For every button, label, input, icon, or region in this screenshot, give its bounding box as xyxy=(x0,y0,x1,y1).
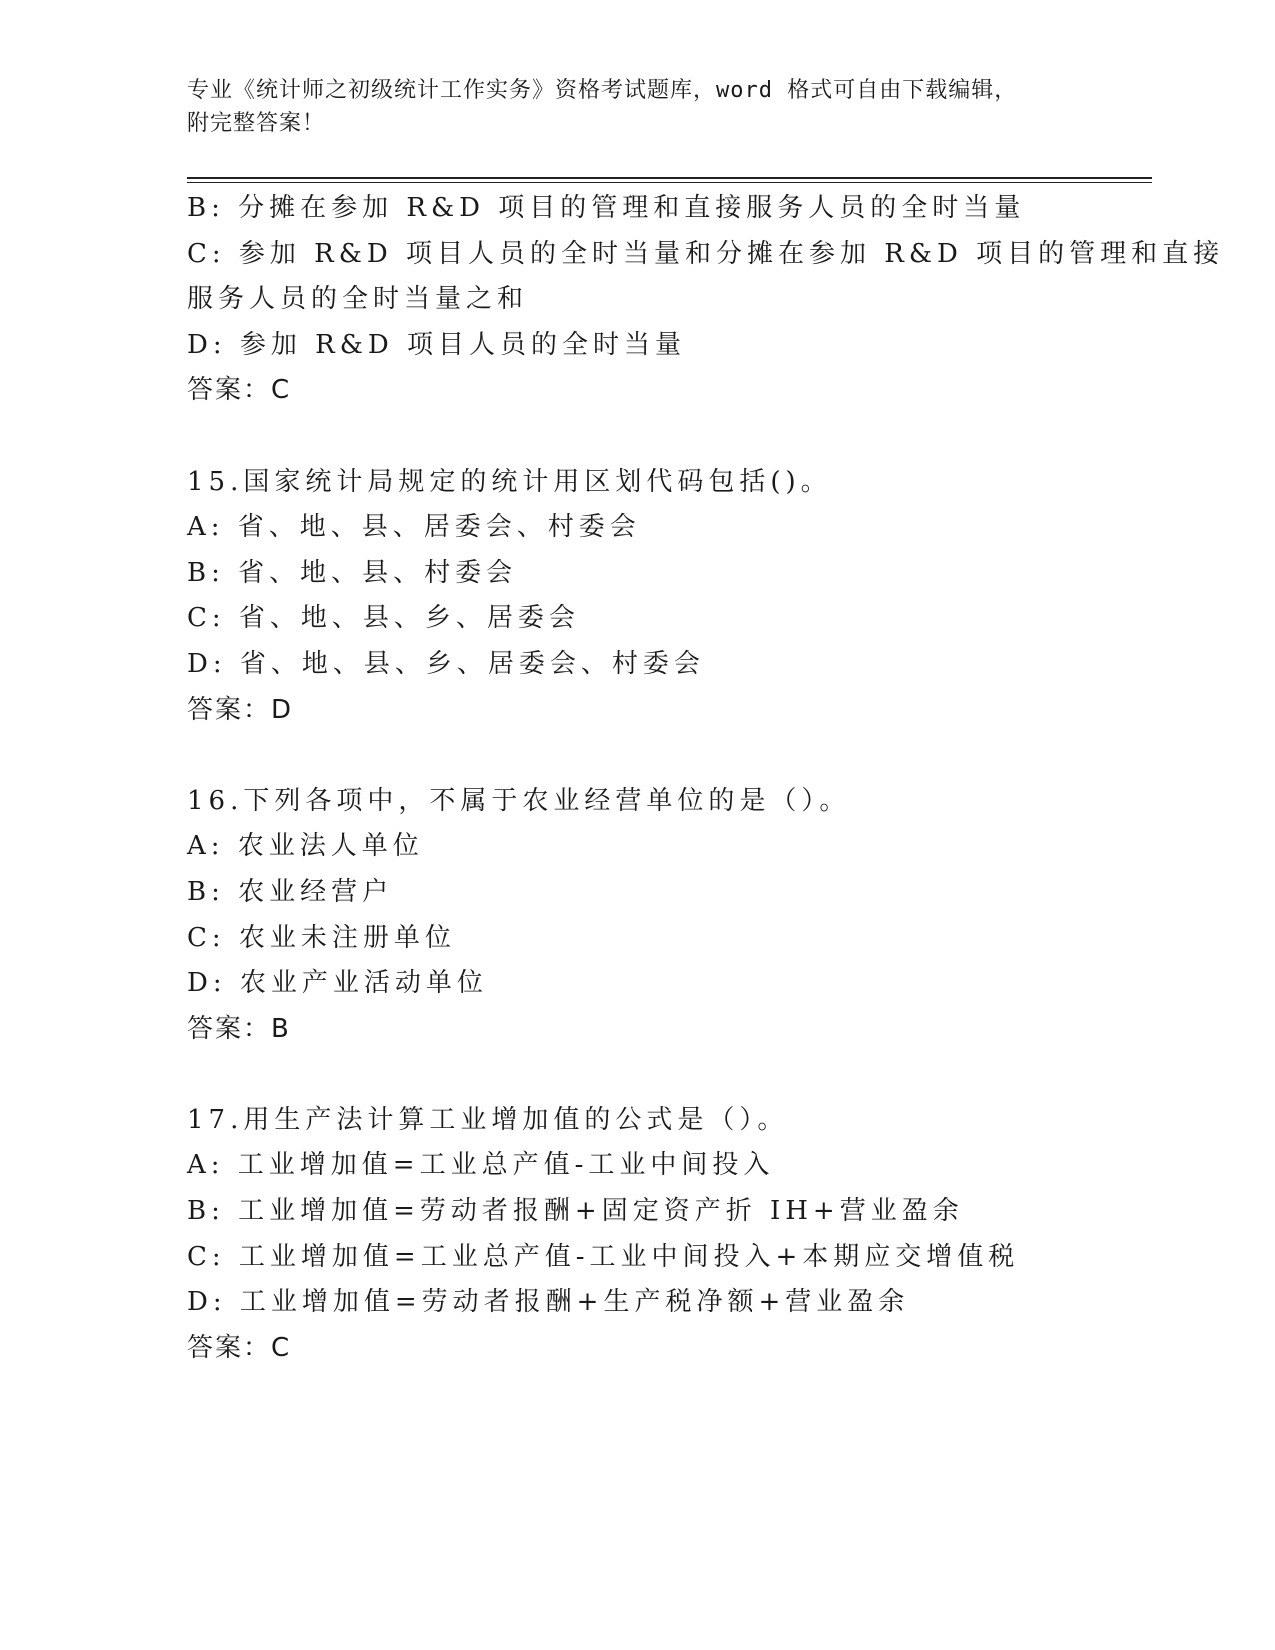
spacer xyxy=(187,1052,1087,1098)
answer: 答案：C xyxy=(187,375,292,406)
option-c: C: 工业增加值=工业总产值-工业中间投入+本期应交增值税 xyxy=(187,1241,1020,1272)
answer: 答案：C xyxy=(187,1332,292,1363)
question-stem: 15.国家统计局规定的统计用区划代码包括()。 xyxy=(187,466,832,497)
option-d: D: 工业增加值=劳动者报酬+生产税净额+营业盈余 xyxy=(187,1287,910,1318)
header-line-1: 专业《统计师之初级统计工作实务》资格考试题库，word 格式可自由下载编辑， xyxy=(187,78,1018,103)
question-15 xyxy=(187,460,1087,734)
option-b: B: 省、地、县、村委会 xyxy=(187,557,518,588)
answer: 答案：D xyxy=(187,694,294,725)
option-c-line-2: 服务人员的全时当量之和 xyxy=(187,284,529,315)
answer: 答案：B xyxy=(187,1013,291,1044)
option-d: D: 省、地、县、乡、居委会、村委会 xyxy=(187,648,705,679)
option-d: D: 农业产业活动单位 xyxy=(187,968,488,999)
question-14-continued xyxy=(187,186,1225,414)
option-b: B: 农业经营户 xyxy=(187,876,394,907)
spacer xyxy=(187,733,1087,779)
option-a: A: 工业增加值=工业总产值-工业中间投入 xyxy=(187,1150,775,1181)
document-header xyxy=(187,74,1067,140)
question-17 xyxy=(187,1098,1087,1372)
spacer xyxy=(187,414,1087,460)
option-d: D: 参加 R&D 项目人员的全时当量 xyxy=(187,329,686,360)
header-rule-thick xyxy=(187,177,1152,179)
option-b: B: 分摊在参加 R&D 项目的管理和直接服务人员的全时当量 xyxy=(187,193,1026,223)
question-stem: 16.下列各项中，不属于农业经营单位的是（）。 xyxy=(187,785,851,816)
option-c-line-1: C: 参加 R&D 项目人员的全时当量和分摊在参加 R&D 项目的管理和直接 xyxy=(187,238,1225,269)
question-stem: 17.用生产法计算工业增加值的公式是（）。 xyxy=(187,1104,789,1135)
option-c: C: 省、地、县、乡、居委会 xyxy=(187,603,580,634)
question-16 xyxy=(187,779,1087,1053)
option-c: C: 农业未注册单位 xyxy=(187,922,456,953)
option-a: A: 省、地、县、居委会、村委会 xyxy=(187,512,641,543)
option-b: B: 工业增加值=劳动者报酬+固定资产折 IH+营业盈余 xyxy=(187,1196,964,1227)
header-rule-thin xyxy=(187,182,1152,183)
option-a: A: 农业法人单位 xyxy=(187,831,424,862)
document-body xyxy=(187,186,1225,1371)
header-line-2: 附完整答案！ xyxy=(187,111,326,136)
